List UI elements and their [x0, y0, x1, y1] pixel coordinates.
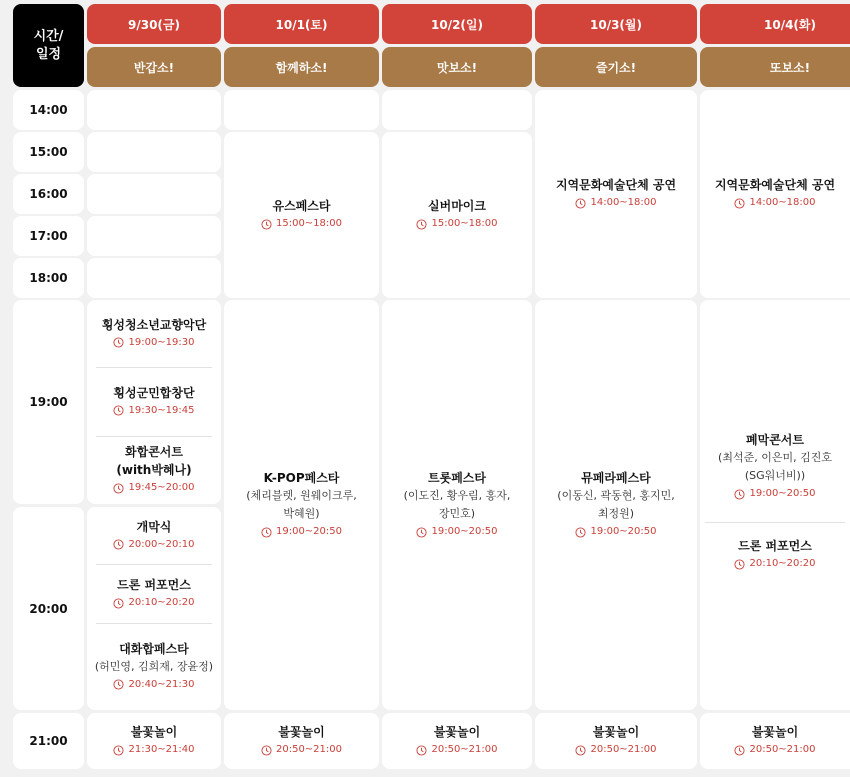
day-3-date: 10/2(일) [382, 4, 532, 44]
event-time [113, 594, 194, 612]
clock-icon [416, 745, 427, 756]
event-time [416, 523, 497, 541]
day-1-theme: 반갑소! [87, 47, 221, 87]
event-time-text: 20:00~20:10 [128, 538, 195, 550]
day-4-evening-block [535, 300, 697, 710]
event [87, 624, 221, 710]
day-2-theme: 함께하소! [224, 47, 379, 87]
clock-icon [113, 405, 124, 416]
time-label: 15:00 [13, 132, 84, 172]
clock-icon [113, 598, 124, 609]
empty-slot [382, 90, 532, 130]
clock-icon [113, 539, 124, 550]
clock-icon [113, 483, 124, 494]
event [700, 412, 850, 522]
day-5-theme: 또보소! [700, 47, 850, 87]
clock-icon [113, 337, 124, 348]
event-title: 드론 퍼포먼스 [117, 578, 191, 593]
event-time [261, 523, 342, 541]
event-title: 실버마이크 [428, 199, 486, 213]
event-time-text: 20:10~20:20 [128, 597, 195, 609]
event-time [575, 523, 656, 541]
day-2-fireworks [224, 713, 379, 769]
clock-icon [261, 219, 272, 230]
event [87, 507, 221, 564]
day-1-evening-block [87, 300, 221, 504]
event [87, 437, 221, 504]
event-desc: 장민호) [438, 507, 476, 520]
day-3-theme: 맛보소! [382, 47, 532, 87]
clock-icon [261, 527, 272, 538]
event-title: K-POP페스타 [263, 471, 340, 485]
clock-icon [575, 198, 586, 209]
clock-icon [734, 745, 745, 756]
event-desc: (허민영, 김희재, 장윤정) [94, 659, 214, 673]
event-title: 화합콘서트 [125, 445, 183, 460]
time-label: 18:00 [13, 258, 84, 298]
event-time [575, 194, 656, 212]
event-time [261, 741, 342, 759]
day-1-date: 9/30(금) [87, 4, 221, 44]
event-time [113, 334, 194, 352]
day-5-afternoon-block [700, 90, 850, 298]
event-title: 횡성청소년교향악단 [101, 317, 207, 332]
event-time-text: 20:50~21:00 [275, 744, 342, 755]
clock-icon [734, 559, 745, 570]
event-time [416, 741, 497, 759]
empty-slot [87, 90, 221, 130]
event-time [113, 741, 194, 759]
event-title: 불꽃놀이 [433, 725, 481, 739]
day-5-evening-block [700, 300, 850, 710]
event-time [261, 215, 342, 233]
event-title: 개막식 [136, 519, 172, 534]
day-5-date: 10/4(화) [700, 4, 850, 44]
event-time-text: 15:00~18:00 [431, 218, 498, 229]
clock-icon [575, 745, 586, 756]
day-2-evening-block [224, 300, 379, 710]
empty-slot [87, 174, 221, 214]
event-time-text: 20:40~21:30 [128, 678, 195, 690]
time-label: 14:00 [13, 90, 84, 130]
clock-icon [416, 527, 427, 538]
day-2-date: 10/1(토) [224, 4, 379, 44]
day-3-afternoon-block [382, 132, 532, 298]
event-time-text: 19:00~20:50 [749, 488, 816, 499]
event-time-text: 15:00~18:00 [275, 218, 342, 229]
event-title: 드론 퍼포먼스 [738, 539, 812, 553]
event-title: 유스페스타 [272, 199, 331, 213]
event-desc: 최정원) [597, 507, 635, 520]
day-3-evening-block [382, 300, 532, 710]
event-title: 폐막콘서트 [746, 433, 804, 447]
event-time [113, 402, 194, 420]
event-time-text: 14:00~18:00 [590, 197, 657, 208]
event-time-text: 19:00~20:50 [275, 526, 342, 537]
corner-line1: 시간/ [33, 28, 64, 44]
event-time [734, 485, 815, 503]
event-title: 불꽃놀이 [130, 725, 178, 739]
clock-icon [734, 489, 745, 500]
event-title: 횡성군민합창단 [113, 385, 195, 400]
time-schedule-corner [13, 4, 84, 87]
clock-icon [416, 219, 427, 230]
day-4-theme: 즐기소! [535, 47, 697, 87]
day-1-night-block [87, 507, 221, 710]
day-4-fireworks [535, 713, 697, 769]
event-time-text: 19:45~20:00 [128, 482, 195, 494]
event-time-text: 20:50~21:00 [590, 744, 657, 755]
corner-line2: 일정 [35, 46, 62, 62]
time-label: 19:00 [13, 300, 84, 504]
event-time-text: 20:50~21:00 [749, 744, 816, 755]
event-time-text: 20:10~20:20 [749, 558, 816, 569]
event [87, 368, 221, 435]
event-time-text: 19:00~20:50 [431, 526, 498, 537]
event-title: 불꽃놀이 [278, 725, 325, 739]
event-time [113, 676, 194, 694]
event-time [734, 194, 815, 212]
event [700, 523, 850, 587]
event-time [113, 536, 194, 554]
event-desc: (이동신, 곽동현, 홍지민, [557, 489, 675, 502]
day-1-fireworks [87, 713, 221, 769]
event [87, 300, 221, 367]
event-desc: (체리블렛, 원웨이크루, [246, 489, 357, 502]
day-3-fireworks [382, 713, 532, 769]
event-desc: 박혜원) [283, 507, 320, 520]
empty-slot [87, 132, 221, 172]
event-title: 불꽃놀이 [751, 725, 799, 739]
event-title: 지역문화예술단체 공연 [714, 178, 836, 192]
event-title: 지역문화예술단체 공연 [555, 178, 677, 192]
event-time-text: 20:50~21:00 [431, 744, 498, 755]
empty-slot [87, 216, 221, 256]
event-time-text: 14:00~18:00 [749, 197, 816, 208]
empty-slot [87, 258, 221, 298]
event-desc: (with박혜나) [116, 463, 192, 478]
event [87, 565, 221, 622]
time-label: 17:00 [13, 216, 84, 256]
clock-icon [575, 527, 586, 538]
day-4-date: 10/3(월) [535, 4, 697, 44]
day-2-afternoon-block [224, 132, 379, 298]
day-5-fireworks [700, 713, 850, 769]
event-title: 대화합페스타 [119, 641, 189, 656]
clock-icon [113, 745, 124, 756]
event-desc: (SG워너비)) [744, 469, 806, 482]
empty-slot [224, 90, 379, 130]
event-title: 트롯페스타 [428, 471, 486, 485]
event-time-text: 19:30~19:45 [128, 404, 195, 416]
event-time [575, 741, 656, 759]
clock-icon [261, 745, 272, 756]
time-label: 16:00 [13, 174, 84, 214]
event-time-text: 21:30~21:40 [128, 744, 195, 755]
event-time [734, 555, 815, 573]
event-desc: (이도진, 황우림, 홍자, [403, 489, 511, 502]
event-desc: (최석준, 이은미, 김진호 [718, 451, 832, 464]
event-time-text: 19:00~20:50 [590, 526, 657, 537]
event-time [113, 479, 194, 497]
event-title: 불꽃놀이 [592, 725, 640, 739]
event-title: 뮤페라페스타 [581, 471, 651, 485]
event-time-text: 19:00~19:30 [128, 336, 195, 348]
event-time [416, 215, 497, 233]
time-label: 21:00 [13, 713, 84, 769]
day-4-afternoon-block [535, 90, 697, 298]
time-label: 20:00 [13, 507, 84, 710]
clock-icon [113, 679, 124, 690]
clock-icon [734, 198, 745, 209]
event-time [734, 741, 815, 759]
